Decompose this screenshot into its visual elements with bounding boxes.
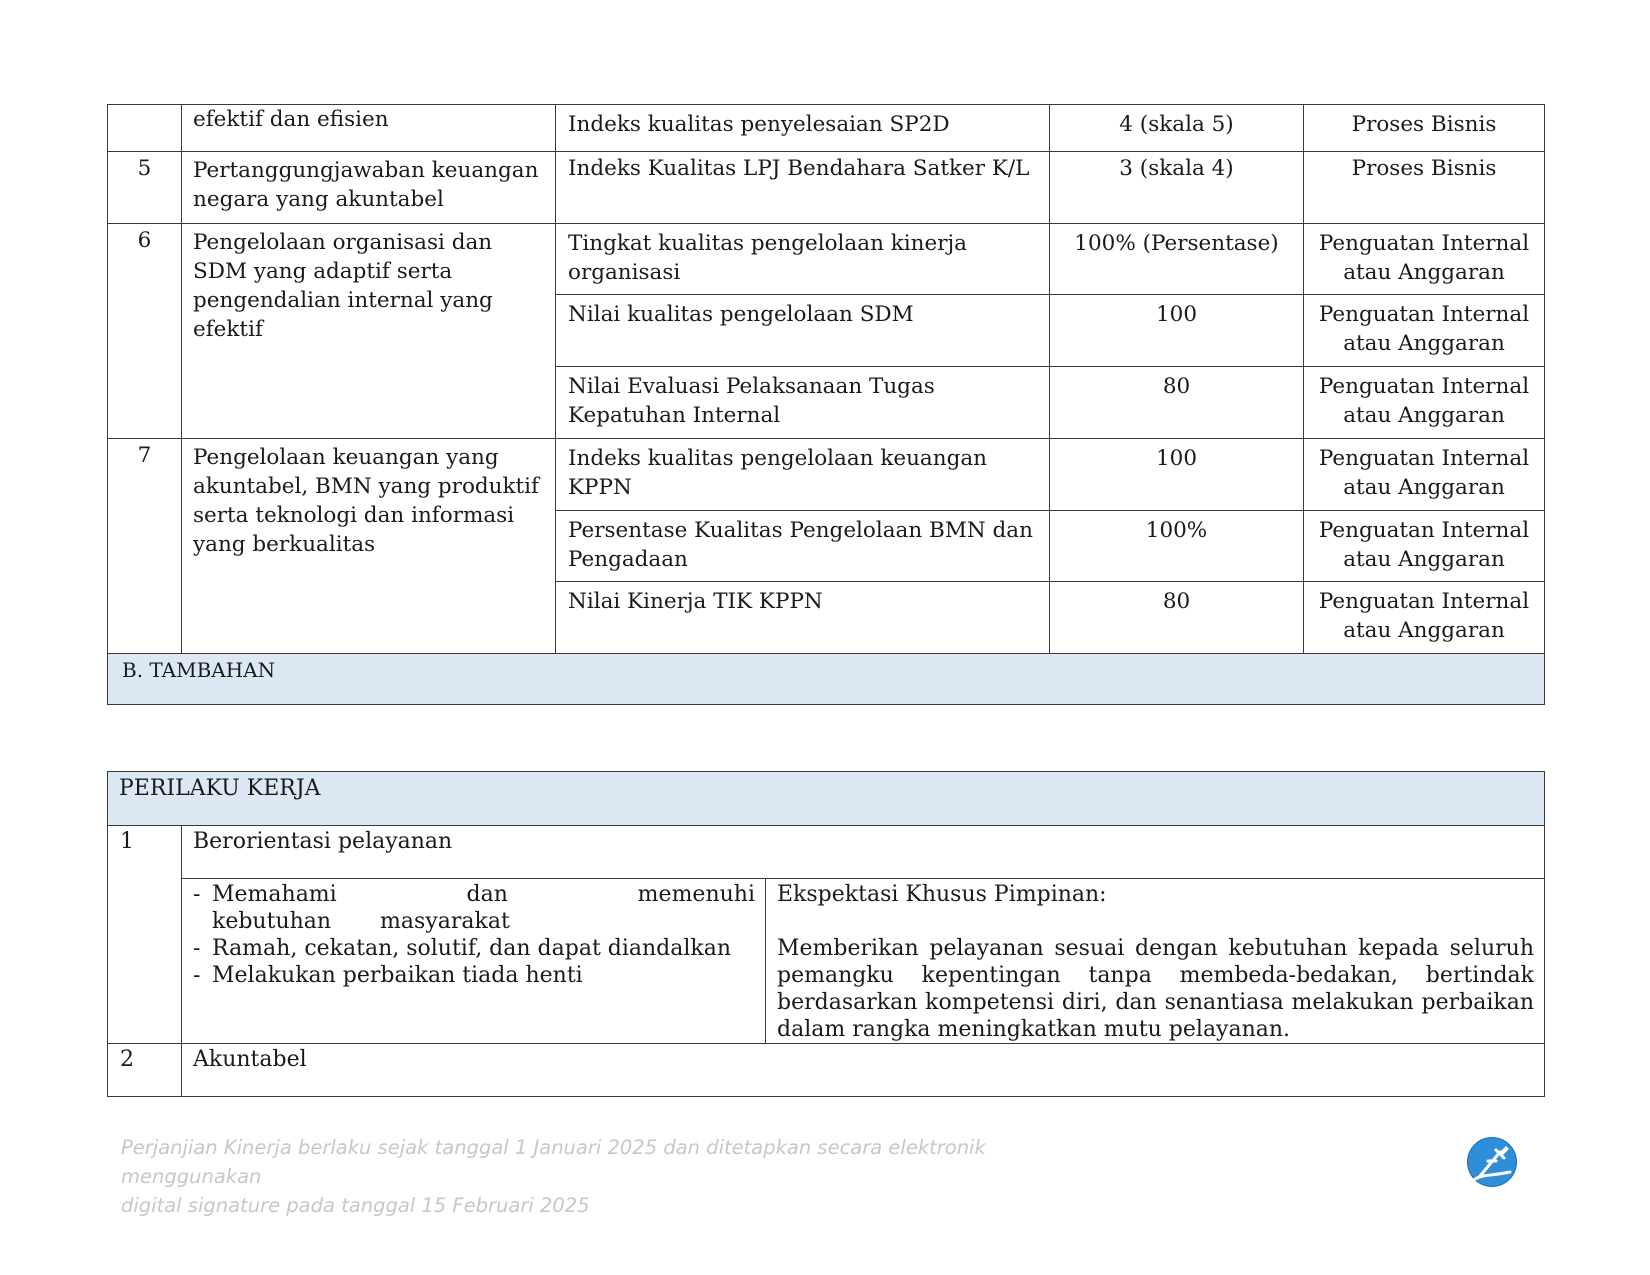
perspektif-cell: Penguatan Internal atau Anggaran: [1304, 439, 1545, 511]
bullet-cell: [182, 879, 766, 1044]
item-number: 1: [108, 826, 182, 1044]
perspektif-cell: Penguatan Internal atau Anggaran: [1304, 295, 1545, 367]
section-tambahan-row: [108, 654, 1545, 705]
perspektif-cell: Proses Bisnis: [1304, 152, 1545, 224]
sasaran-cell: efektif dan efisien: [182, 105, 556, 152]
list-item: [193, 962, 755, 989]
ekspektasi-label: Ekspektasi Khusus Pimpinan:: [777, 882, 1107, 907]
list-item: [193, 935, 755, 962]
perspektif-cell: Penguatan Internal atau Anggaran: [1304, 511, 1545, 582]
indikator-cell: Tingkat kualitas pengelolaan kinerja organisasi: [556, 224, 1050, 295]
target-cell: 100%: [1050, 511, 1304, 582]
table-row: [108, 105, 1545, 152]
indikator-cell: Persentase Kualitas Pengelolaan BMN dan Pengadaan: [556, 511, 1050, 582]
item-title: Berorientasi pelayanan: [182, 826, 1545, 879]
bullet-text: Ramah, cekatan, solutif, dan dapat diandalkan: [212, 936, 732, 961]
indikator-cell: Nilai Evaluasi Pelaksanaan Tugas Kepatuhan Internal: [556, 367, 1050, 439]
indikator-cell: Nilai kualitas pengelolaan SDM: [556, 295, 1050, 367]
perilaku-kerja-table: [107, 771, 1545, 1097]
sasaran-cell: Pengelolaan organisasi dan SDM yang adaptif serta pengendalian internal yang efektif: [182, 224, 556, 439]
target-cell: 100: [1050, 295, 1304, 367]
section-tambahan: B. TAMBAHAN: [108, 654, 1545, 705]
perspektif-cell: Penguatan Internal atau Anggaran: [1304, 582, 1545, 654]
bullet-dash: -: [193, 936, 201, 961]
kinerja-table: [107, 104, 1545, 705]
table-row: [108, 1044, 1545, 1097]
target-cell: 3 (skala 4): [1050, 152, 1304, 224]
table-row: [108, 152, 1545, 224]
sasaran-cell: Pertanggungjawaban keuangan negara yang akuntabel: [182, 152, 556, 224]
ekspektasi-text: Memberikan pelayanan sesuai dengan kebutuhan kepada seluruh pemangku kepentingan tanpa membeda-bedakan, bertindak berdasarkan kompetensi diri, dan senantiasa melakukan perbaikan dalam rangka meningkatkan mutu pelayanan.: [777, 936, 1534, 1042]
list-item: [193, 881, 755, 935]
target-cell: 80: [1050, 367, 1304, 439]
footer-line: Perjanjian Kinerja berlaku sejak tanggal 1 Januari 2025 dan ditetapkan secara elektronik menggunakan: [121, 1136, 986, 1188]
bullet-text: Memahami dan memenuhi kebutuhan masyarakat: [212, 882, 755, 934]
target-cell: 80: [1050, 582, 1304, 654]
perspektif-cell: Penguatan Internal atau Anggaran: [1304, 367, 1545, 439]
perilaku-kerja-header: PERILAKU KERJA: [108, 772, 1545, 826]
perspektif-cell: Penguatan Internal atau Anggaran: [1304, 224, 1545, 295]
row-number: 6: [108, 224, 182, 439]
row-number: [108, 105, 182, 152]
target-cell: 4 (skala 5): [1050, 105, 1304, 152]
row-number: 7: [108, 439, 182, 654]
table-row: [108, 826, 1545, 879]
item-title: Akuntabel: [182, 1044, 1545, 1097]
indikator-cell: Indeks Kualitas LPJ Bendahara Satker K/L: [556, 152, 1050, 224]
target-cell: 100% (Persentase): [1050, 224, 1304, 295]
behavior-list: [193, 881, 755, 989]
ekspektasi-cell: [766, 879, 1545, 1044]
bullet-dash: -: [193, 882, 201, 907]
digital-signature-logo-icon: [1466, 1136, 1518, 1188]
bullet-dash: -: [193, 963, 201, 988]
bullet-text: Melakukan perbaikan tiada henti: [212, 963, 583, 988]
perspektif-cell: Proses Bisnis: [1304, 105, 1545, 152]
indikator-cell: Nilai Kinerja TIK KPPN: [556, 582, 1050, 654]
target-cell: 100: [1050, 439, 1304, 511]
footer-note: [121, 1133, 1121, 1220]
perilaku-header-row: [108, 772, 1545, 826]
indikator-cell: Indeks kualitas pengelolaan keuangan KPPN: [556, 439, 1050, 511]
item-number: 2: [108, 1044, 182, 1097]
row-number: 5: [108, 152, 182, 224]
table-row: [108, 439, 1545, 511]
indikator-cell: Indeks kualitas penyelesaian SP2D: [556, 105, 1050, 152]
table-row: [108, 224, 1545, 295]
sasaran-cell: Pengelolaan keuangan yang akuntabel, BMN yang produktif serta teknologi dan informasi yang berkualitas: [182, 439, 556, 654]
footer-line: digital signature pada tanggal 15 Februari 2025: [121, 1194, 590, 1217]
table-row: [108, 879, 1545, 1044]
